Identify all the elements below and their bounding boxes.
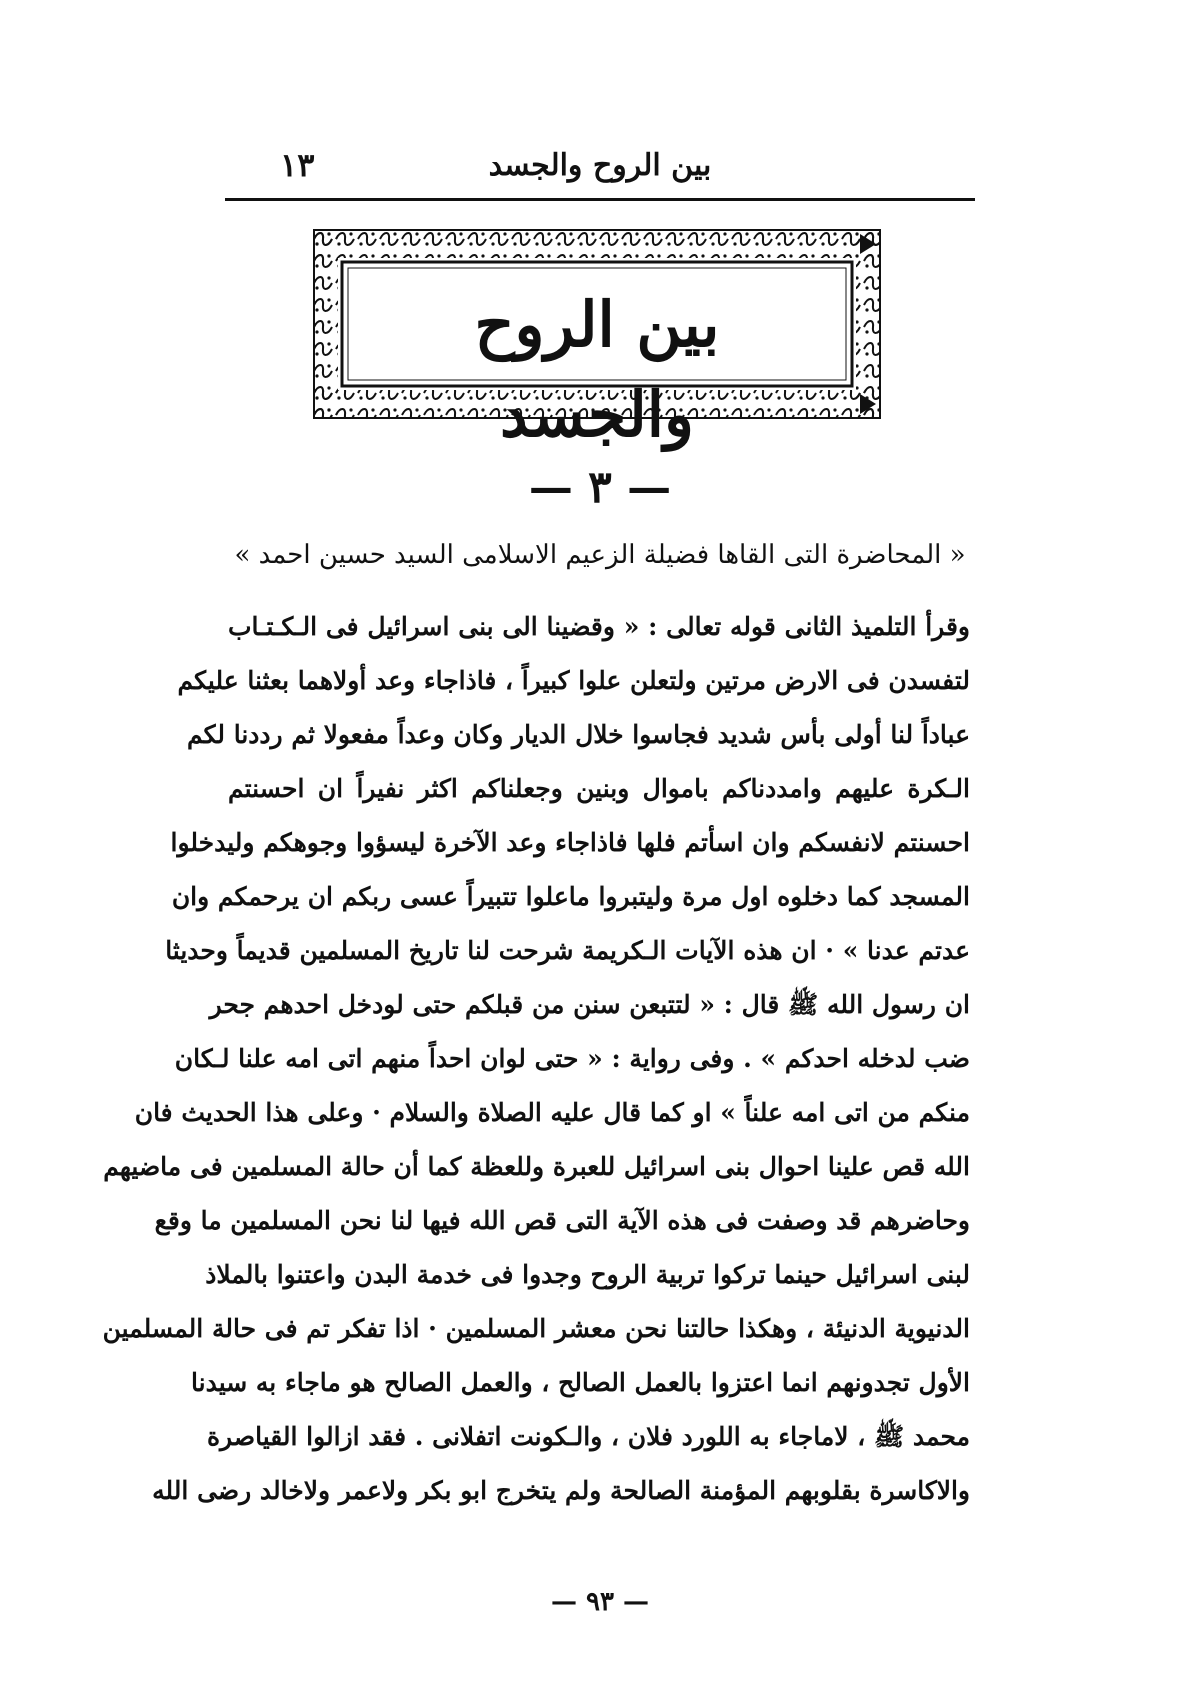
body-line: الأول تجدونهم انما اعتزوا بالعمل الصالح ، والعمل الصالح هو ماجاء به سيدنا xyxy=(191,1368,970,1397)
title-ornamental-frame xyxy=(312,228,882,451)
body-line: ضب لدخله احدكم » . وفى رواية : « حتى لوان احداً منهم اتى امه علنا لـكان xyxy=(174,1044,970,1073)
body-line: ان رسول الله ﷺ قال : « لتتبعن سنن من قبلكم حتى لودخل احدهم جحر xyxy=(209,990,970,1019)
running-head xyxy=(228,140,972,190)
body-line: الـكرة عليهم وامددناكم باموال وبنين وجعلناكم اكثر نفيراً ان احسنتم xyxy=(228,774,970,803)
body-line: عباداً لنا أولى بأس شديد فجاسوا خلال الديار وكان وعداً مفعولا ثم رددنا لكم xyxy=(186,720,970,749)
footer-page-number: — ٩٣ — xyxy=(550,1587,650,1617)
body-line: والاكاسرة بقلوبهم المؤمنة الصالحة ولم يتخرج ابو بكر ولاعمر ولاخالد رضى الله xyxy=(152,1476,970,1505)
body-line: محمد ﷺ ، لاماجاء به اللورد فلان ، والـكونت اتفلانى . فقد ازالوا القياصرة xyxy=(206,1422,970,1451)
running-title: بين الروح والجسد xyxy=(488,147,712,183)
body-line: لبنى اسرائيل حينما تركوا تربية الروح وجدوا فى خدمة البدن واعتنوا بالملاذ xyxy=(205,1260,970,1289)
body-line: عدتم عدنا » · ان هذه الآيات الـكريمة شرحت لنا تاريخ المسلمين قديماً وحديثا xyxy=(165,936,970,965)
body-text xyxy=(102,600,970,1518)
body-line: منكم من اتى امه علناً » او كما قال عليه الصلاة والسلام · وعلى هذا الحديث فان xyxy=(134,1098,970,1127)
body-line: المسجد كما دخلوه اول مرة وليتبروا ماعلوا تتبيراً عسى ربكم ان يرحمكم وان xyxy=(171,882,970,911)
chapter-number: — ٣ — xyxy=(528,462,672,513)
body-line: وقرأ التلميذ الثانى قوله تعالى : « وقضينا الى بنى اسرائيل فى الـكـتـاب xyxy=(228,612,970,641)
body-line: الدنيوية الدنيئة ، وهكذا حالتنا نحن معشر المسلمين · اذا تفكر تم فى حالة المسلمين xyxy=(102,1314,970,1343)
header-rule xyxy=(225,198,975,201)
body-line: وحاضرهم قد وصفت فى هذه الآية التى قص الله فيها لنا نحن المسلمين ما وقع xyxy=(154,1206,970,1235)
chapter-title: بين الروح والجسد xyxy=(474,288,720,451)
body-line: احسنتم لانفسكم وان اسأتم فلها فاذاجاء وعد الآخرة ليسؤوا وجوهكم وليدخلوا xyxy=(170,828,970,857)
lecture-heading: « المحاضرة التى القاها فضيلة الزعيم الاسلامى السيد حسين احمد » xyxy=(234,540,966,570)
page-number: ١٣ xyxy=(280,146,315,184)
body-line: الله قص علينا احوال بنى اسرائيل للعبرة وللعظة كما أن حالة المسلمين فى ماضيهم xyxy=(103,1152,970,1181)
body-line: لتفسدن فى الارض مرتين ولتعلن علوا كبيراً ، فاذاجاء وعد أولاهما بعثنا عليكم xyxy=(177,666,970,695)
